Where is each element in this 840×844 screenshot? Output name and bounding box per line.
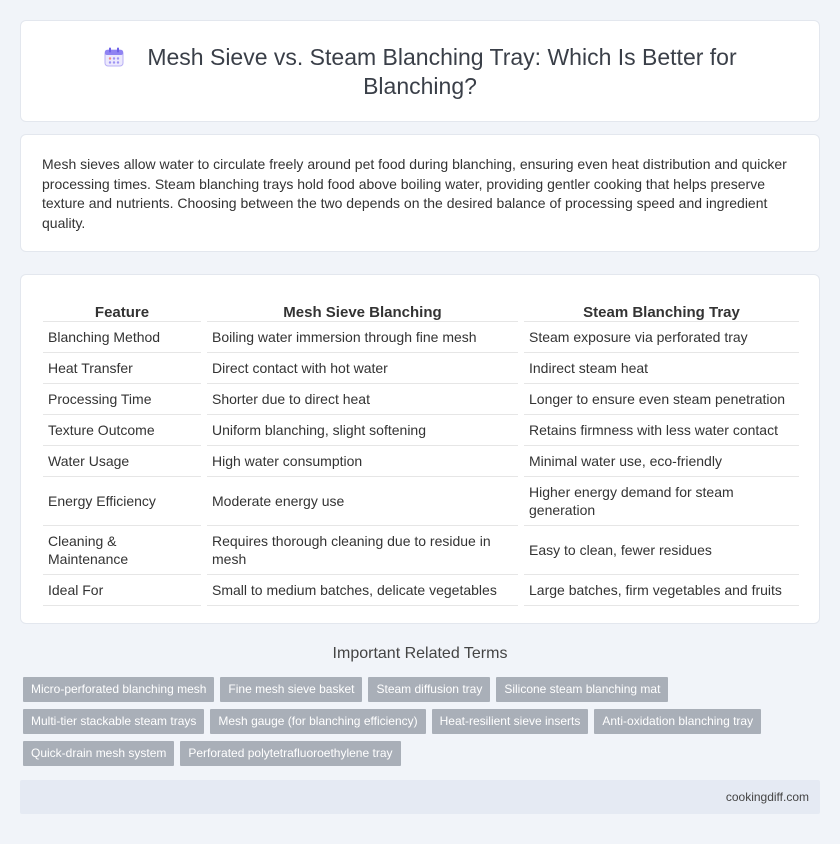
table-cell: Easy to clean, fewer residues	[521, 525, 799, 574]
table-row	[43, 476, 799, 525]
table-row	[43, 574, 799, 605]
table-cell: Water Usage	[43, 445, 204, 476]
table-row	[43, 383, 799, 414]
footer-site-link[interactable]: cookingdiff.com	[725, 790, 809, 804]
table-cell: Longer to ensure even steam penetration	[521, 383, 799, 414]
related-terms-heading: Important Related Terms	[332, 645, 508, 662]
table-cell: Moderate energy use	[204, 476, 521, 525]
related-term-tag[interactable]: Fine mesh sieve basket	[220, 677, 362, 702]
related-term-tag[interactable]: Anti-oxidation blanching tray	[594, 709, 761, 734]
table-cell: Large batches, firm vegetables and fruits	[521, 574, 799, 605]
table-cell: Energy Efficiency	[43, 476, 204, 525]
table-header-cell: Mesh Sieve Blanching	[204, 297, 521, 321]
related-term-tag[interactable]: Silicone steam blanching mat	[496, 677, 668, 702]
table-cell: Requires thorough cleaning due to residue in mesh	[204, 525, 521, 574]
table-cell: Ideal For	[43, 574, 204, 605]
table-row	[43, 352, 799, 383]
page-title-wrap	[21, 43, 819, 101]
table-cell: Texture Outcome	[43, 414, 204, 445]
table-row	[43, 525, 799, 574]
table-row	[43, 414, 799, 445]
tag-row	[23, 741, 813, 773]
tag-row	[23, 709, 813, 741]
related-term-tag[interactable]: Quick-drain mesh system	[23, 741, 174, 766]
table-header-row	[43, 297, 799, 321]
related-terms-list	[23, 677, 813, 773]
related-term-tag[interactable]: Heat-resilient sieve inserts	[432, 709, 589, 734]
comparison-table	[43, 297, 799, 606]
calendar-icon	[103, 46, 125, 68]
footer	[20, 780, 820, 814]
related-term-tag[interactable]: Steam diffusion tray	[368, 677, 490, 702]
page-title: Mesh Sieve vs. Steam Blanching Tray: Which Is Better for Blanching?	[147, 44, 737, 99]
table-cell: Small to medium batches, delicate vegetables	[204, 574, 521, 605]
table-cell: Uniform blanching, slight softening	[204, 414, 521, 445]
comparison-card	[20, 274, 820, 624]
table-cell: Steam exposure via perforated tray	[521, 321, 799, 352]
table-cell: Higher energy demand for steam generation	[521, 476, 799, 525]
intro-paragraph: Mesh sieves allow water to circulate freely around pet food during blanching, ensuring even heat distribution and quicker processing times. Steam blanching trays hold food above boiling water, providing gentler cooking that helps preserve texture and nutrients. Choosing between the two depends on the desired balance of processing speed and ingredient quality.	[42, 156, 787, 231]
table-cell: Retains firmness with less water contact	[521, 414, 799, 445]
related-term-tag[interactable]: Perforated polytetrafluoroethylene tray	[180, 741, 400, 766]
table-cell: Cleaning & Maintenance	[43, 525, 204, 574]
table-cell: Processing Time	[43, 383, 204, 414]
table-cell: High water consumption	[204, 445, 521, 476]
table-header-cell: Feature	[43, 297, 204, 321]
table-cell: Minimal water use, eco-friendly	[521, 445, 799, 476]
table-cell: Direct contact with hot water	[204, 352, 521, 383]
intro-card	[20, 134, 820, 252]
table-row	[43, 445, 799, 476]
title-card	[20, 20, 820, 122]
related-term-tag[interactable]: Micro-perforated blanching mesh	[23, 677, 214, 702]
table-cell: Shorter due to direct heat	[204, 383, 521, 414]
related-term-tag[interactable]: Mesh gauge (for blanching efficiency)	[210, 709, 425, 734]
table-row	[43, 321, 799, 352]
table-header-cell: Steam Blanching Tray	[521, 297, 799, 321]
tag-row	[23, 677, 813, 709]
table-cell: Boiling water immersion through fine mesh	[204, 321, 521, 352]
table-cell: Blanching Method	[43, 321, 204, 352]
related-term-tag[interactable]: Multi-tier stackable steam trays	[23, 709, 204, 734]
table-cell: Heat Transfer	[43, 352, 204, 383]
table-cell: Indirect steam heat	[521, 352, 799, 383]
